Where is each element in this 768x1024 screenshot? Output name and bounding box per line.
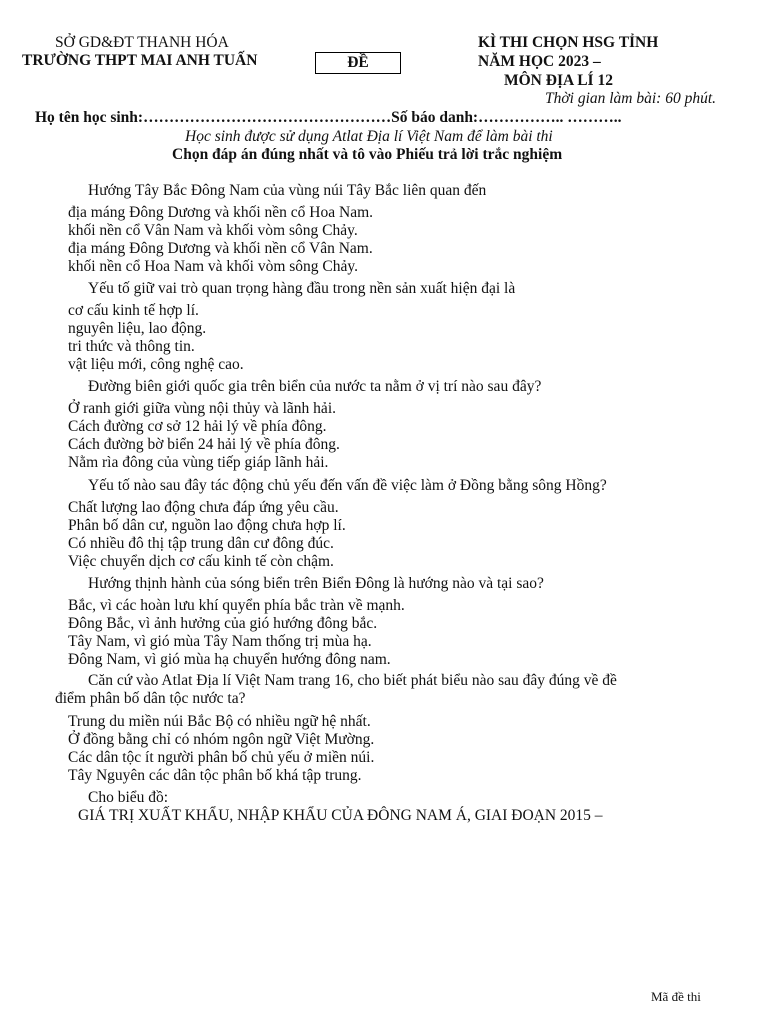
exam-title: KÌ THI CHỌN HSG TỈNH — [478, 34, 659, 51]
question-6-option-a: Trung du miền núi Bắc Bộ có nhiều ngữ hệ nhất. — [68, 713, 371, 730]
question-3-option-d: Nằm rìa đông của vùng tiếp giáp lãnh hải. — [68, 454, 329, 471]
question-2-option-a: cơ cấu kinh tế hợp lí. — [68, 302, 199, 319]
question-4-option-b: Phân bố dân cư, nguồn lao động chưa hợp lí. — [68, 517, 346, 534]
department-name: SỞ GD&ĐT THANH HÓA — [55, 34, 229, 51]
exam-code-box: ĐỀ — [315, 52, 401, 74]
question-6-stem-line2: điểm phân bố dân tộc nước ta? — [55, 690, 246, 707]
question-4-option-c: Có nhiều đô thị tập trung dân cư đông đúc. — [68, 535, 334, 552]
question-6-option-c: Các dân tộc ít người phân bố chủ yếu ở miền núi. — [68, 749, 375, 766]
question-5-option-a: Bắc, vì các hoàn lưu khí quyển phía bắc tràn về mạnh. — [68, 597, 405, 614]
question-4-option-a: Chất lượng lao động chưa đáp ứng yêu cầu. — [68, 499, 339, 516]
subject: MÔN ĐỊA LÍ 12 — [504, 72, 613, 89]
question-4-stem: Yếu tố nào sau đây tác động chủ yếu đến vấn đề việc làm ở Đồng bằng sông Hồng? — [88, 477, 607, 494]
question-2-option-d: vật liệu mới, công nghệ cao. — [68, 356, 244, 373]
question-1-option-b: khối nền cổ Vân Nam và khối vòm sông Chảy. — [68, 222, 358, 239]
exam-code-label: Mã đề thi — [651, 989, 701, 1004]
question-2-stem: Yếu tố giữ vai trò quan trọng hàng đầu trong nền sản xuất hiện đại là — [88, 280, 516, 297]
question-5-stem: Hướng thịnh hành của sóng biển trên Biển Đông là hướng nào và tại sao? — [88, 575, 544, 592]
question-7-stem: Cho biểu đồ: — [88, 789, 169, 806]
question-3-option-c: Cách đường bờ biển 24 hải lý về phía đông. — [68, 436, 340, 453]
question-6-stem-line1: Căn cứ vào Atlat Địa lí Việt Nam trang 16, cho biết phát biểu nào sau đây đúng về đề — [88, 672, 617, 689]
question-1-stem: Hướng Tây Bắc Đông Nam của vùng núi Tây Bắc liên quan đến — [88, 182, 487, 199]
question-1-option-c: địa máng Đông Dương và khối nền cổ Vân Nam. — [68, 240, 373, 257]
question-2-option-b: nguyên liệu, lao động. — [68, 320, 207, 337]
question-5-option-b: Đông Bắc, vì ảnh hưởng của gió hướng đông bắc. — [68, 615, 378, 632]
question-3-stem: Đường biên giới quốc gia trên biển của nước ta nằm ở vị trí nào sau đây? — [88, 378, 542, 395]
school-year: NĂM HỌC 2023 – — [478, 53, 601, 70]
question-5-option-c: Tây Nam, vì gió mùa Tây Nam thống trị mùa hạ. — [68, 633, 372, 650]
question-4-option-d: Việc chuyển dịch cơ cấu kinh tế còn chậm. — [68, 553, 334, 570]
school-name: TRƯỜNG THPT MAI ANH TUẤN — [22, 52, 258, 69]
question-6-option-d: Tây Nguyên các dân tộc phân bố khá tập trung. — [68, 767, 362, 784]
question-3-option-b: Cách đường cơ sở 12 hải lý về phía đông. — [68, 418, 327, 435]
question-5-option-d: Đông Nam, vì gió mùa hạ chuyển hướng đông nam. — [68, 651, 391, 668]
duration: Thời gian làm bài: 60 phút. — [545, 90, 717, 107]
instruction: Chọn đáp án đúng nhất và tô vào Phiếu trả lời trắc nghiệm — [172, 146, 563, 163]
question-1-option-d: khối nền cổ Hoa Nam và khối vòm sông Chảy. — [68, 258, 359, 275]
question-3-option-a: Ở ranh giới giữa vùng nội thủy và lãnh hải. — [68, 400, 336, 417]
student-info-line: Họ tên học sinh:…………………………………………Số báo danh:…………….. ……….. — [35, 109, 622, 126]
question-2-option-c: tri thức và thông tin. — [68, 338, 195, 355]
question-1-option-a: địa máng Đông Dương và khối nền cổ Hoa Nam. — [68, 204, 374, 221]
chart-title: GIÁ TRỊ XUẤT KHẨU, NHẬP KHẨU CỦA ĐÔNG NAM Á, GIAI ĐOẠN 2015 – — [78, 807, 603, 824]
atlat-note: Học sinh được sử dụng Atlat Địa lí Việt Nam để làm bài thi — [185, 128, 553, 145]
question-6-option-b: Ở đồng bằng chỉ có nhóm ngôn ngữ Việt Mường. — [68, 731, 375, 748]
